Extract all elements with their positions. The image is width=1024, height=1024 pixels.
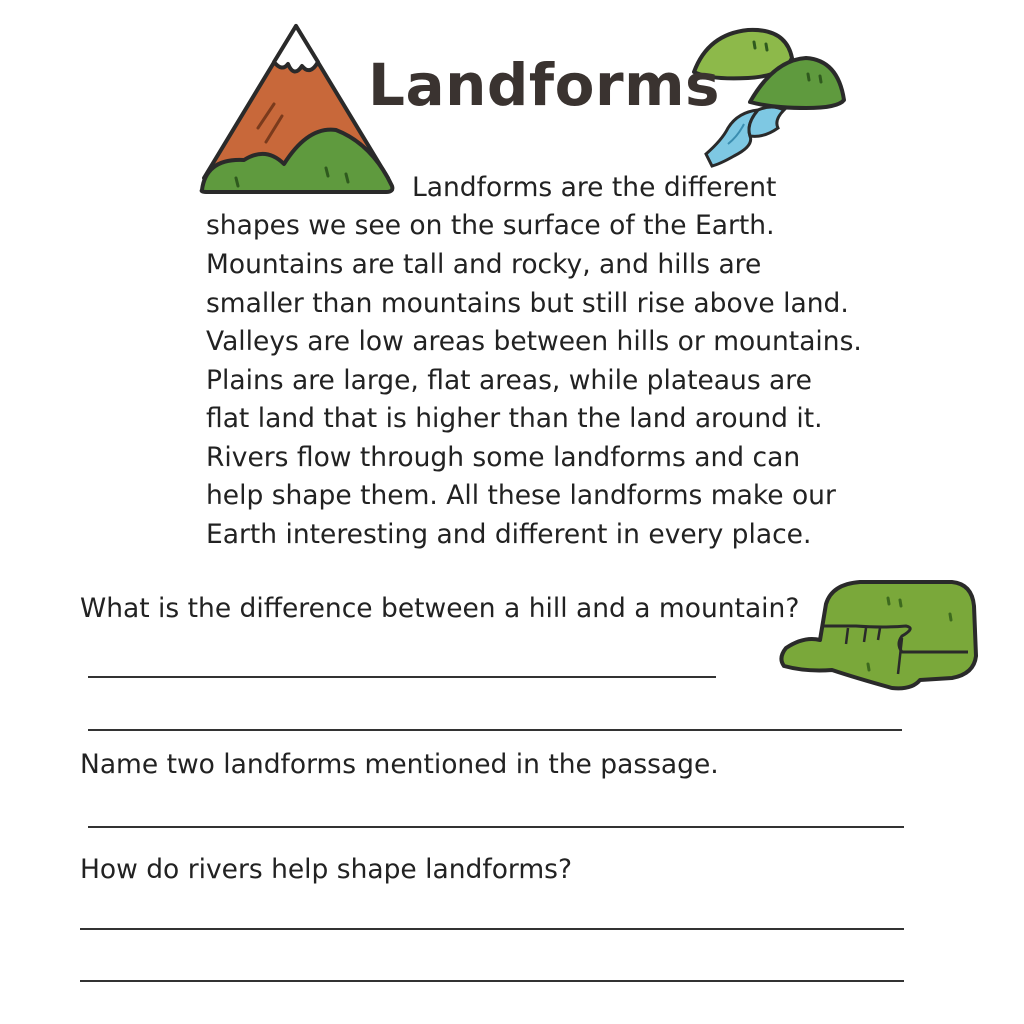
answer-line[interactable]: [88, 676, 716, 678]
passage-line: Valleys are low areas between hills or mountains.: [206, 326, 862, 357]
passage-line: smaller than mountains but still rise above land.: [206, 288, 849, 319]
plateau-icon: [776, 578, 982, 698]
answer-line[interactable]: [80, 980, 904, 982]
answer-line[interactable]: [80, 928, 904, 930]
passage-line: help shape them. All these landforms make our: [206, 480, 836, 511]
question-3: How do rivers help shape landforms?: [80, 854, 573, 885]
answer-line[interactable]: [88, 729, 902, 731]
passage-line: flat land that is higher than the land around it.: [206, 403, 823, 434]
passage-line: Landforms are the different: [412, 172, 777, 203]
passage-line: Rivers flow through some landforms and can: [206, 442, 801, 473]
question-2: Name two landforms mentioned in the passage.: [80, 749, 719, 780]
passage-line: Earth interesting and different in every place.: [206, 519, 812, 550]
question-1: What is the difference between a hill and a mountain?: [80, 593, 800, 624]
passage-line: shapes we see on the surface of the Earth.: [206, 210, 775, 241]
passage-line: Mountains are tall and rocky, and hills are: [206, 249, 762, 280]
worksheet-title: Landforms: [368, 51, 721, 119]
answer-line[interactable]: [88, 826, 904, 828]
passage-line: Plains are large, flat areas, while plateaus are: [206, 365, 812, 396]
